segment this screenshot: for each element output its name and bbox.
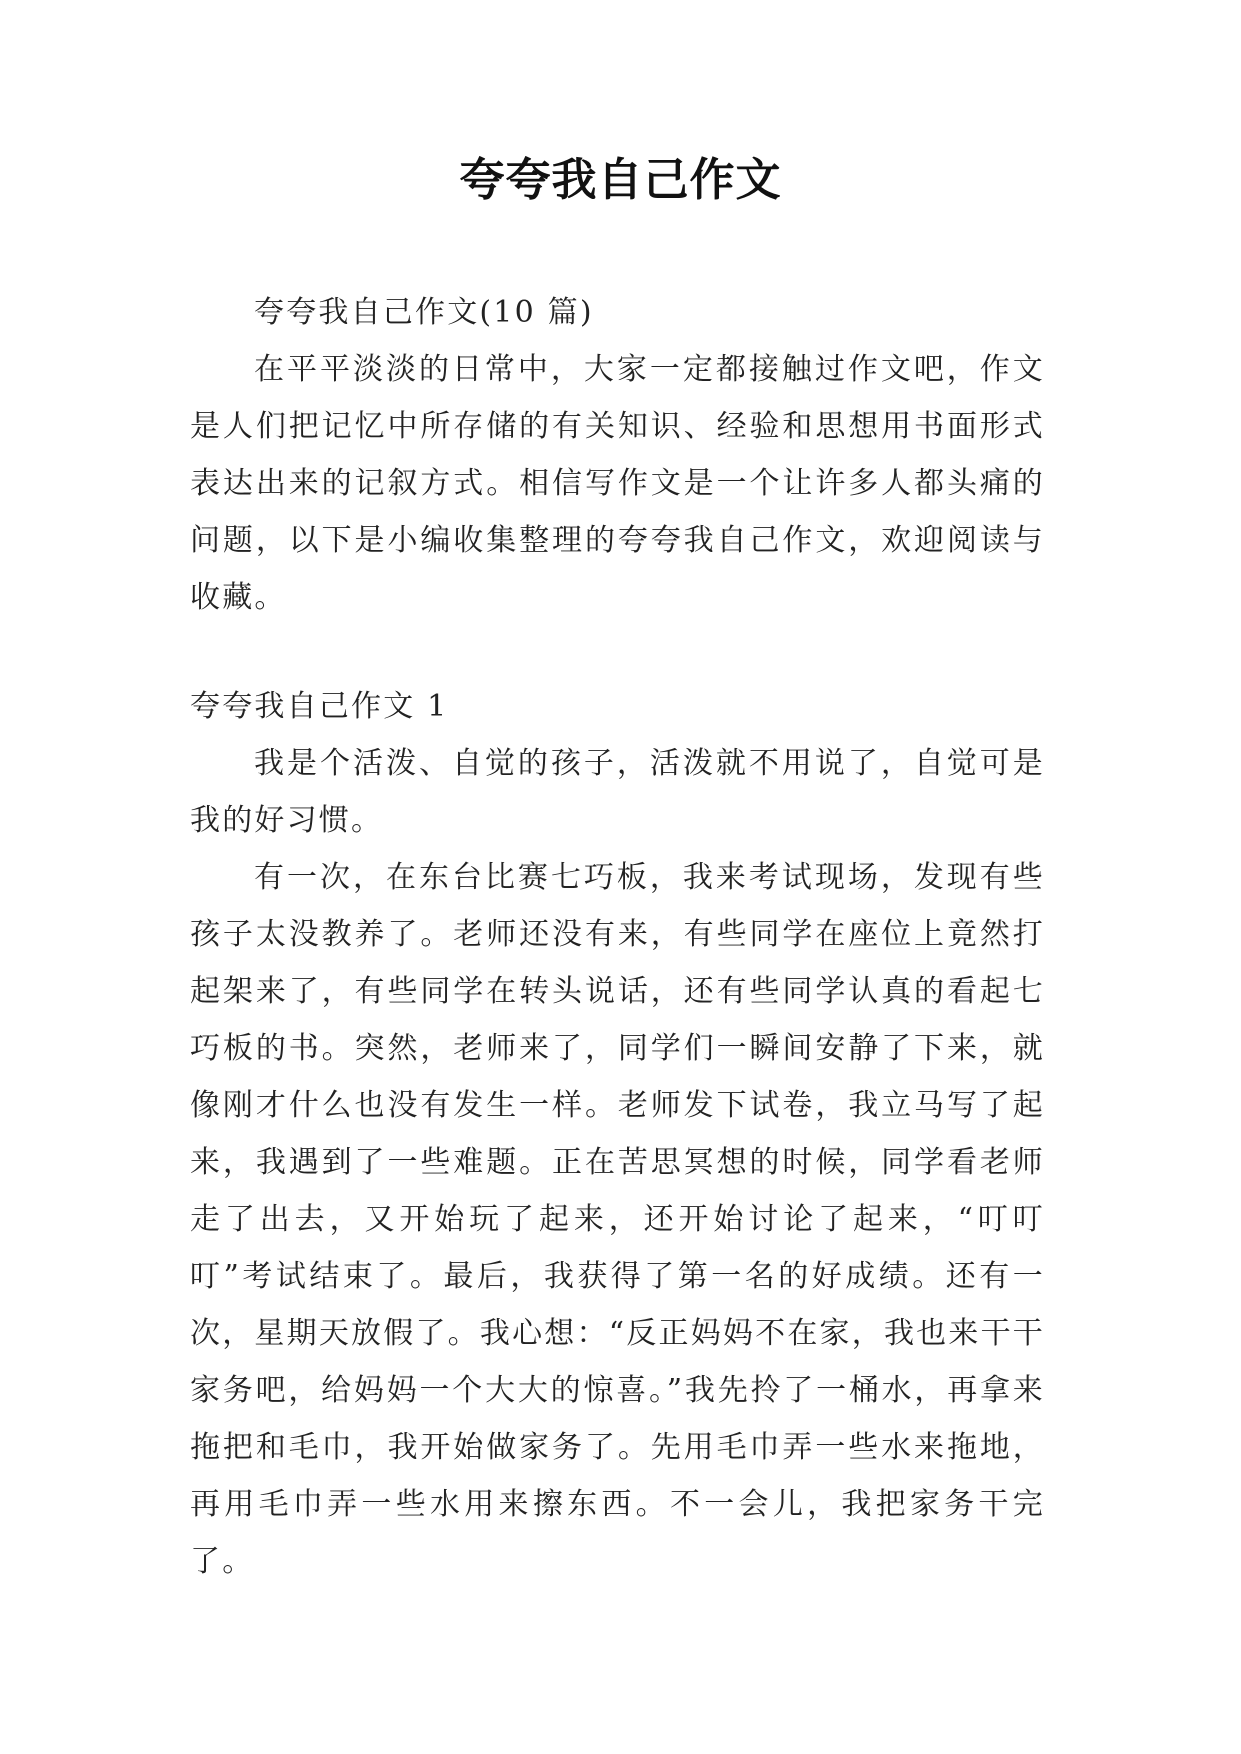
document-title: 夸夸我自己作文 [459, 153, 782, 206]
section-spacer [190, 626, 1045, 678]
intro-paragraph: 在平平淡淡的日常中，大家一定都接触过作文吧，作文是人们把记忆中所存储的有关知识、经验和思想用书面形式表达出来的记叙方式。相信写作文是一个让许多人都头痛的问题，以下是小编收集整理的夸夸我自己作文，欢迎阅读与收藏。 [190, 352, 1045, 615]
section-heading: 夸夸我自己作文 1 [190, 689, 449, 724]
document-body [190, 284, 1045, 1590]
body-paragraph: 我是个活泼、自觉的孩子，活泼就不用说了，自觉可是我的好习惯。 [190, 746, 1045, 838]
document-subtitle: 夸夸我自己作文(10 篇) [254, 295, 594, 330]
body-paragraph: 有一次，在东台比赛七巧板，我来考试现场，发现有些孩子太没教养了。老师还没有来，有些同学在座位上竟然打起架来了，有些同学在转头说话，还有些同学认真的看起七巧板的书。突然，老师来了，同学们一瞬间安静了下来，就像刚才什么也没有发生一样。老师发下试卷，我立马写了起来，我遇到了一些难题。正在苦思冥想的时候，同学看老师走了出去，又开始玩了起来，还开始讨论了起来，“叮叮叮”考试结束了。最后，我获得了第一名的好成绩。还有一次，星期天放假了。我心想：“反正妈妈不在家，我也来干干家务吧，给妈妈一个大大的惊喜。”我先拎了一桶水，再拿来拖把和毛巾，我开始做家务了。先用毛巾弄一些水来拖地，再用毛巾弄一些水用来擦东西。不一会儿，我把家务干完了。 [190, 860, 1045, 1579]
